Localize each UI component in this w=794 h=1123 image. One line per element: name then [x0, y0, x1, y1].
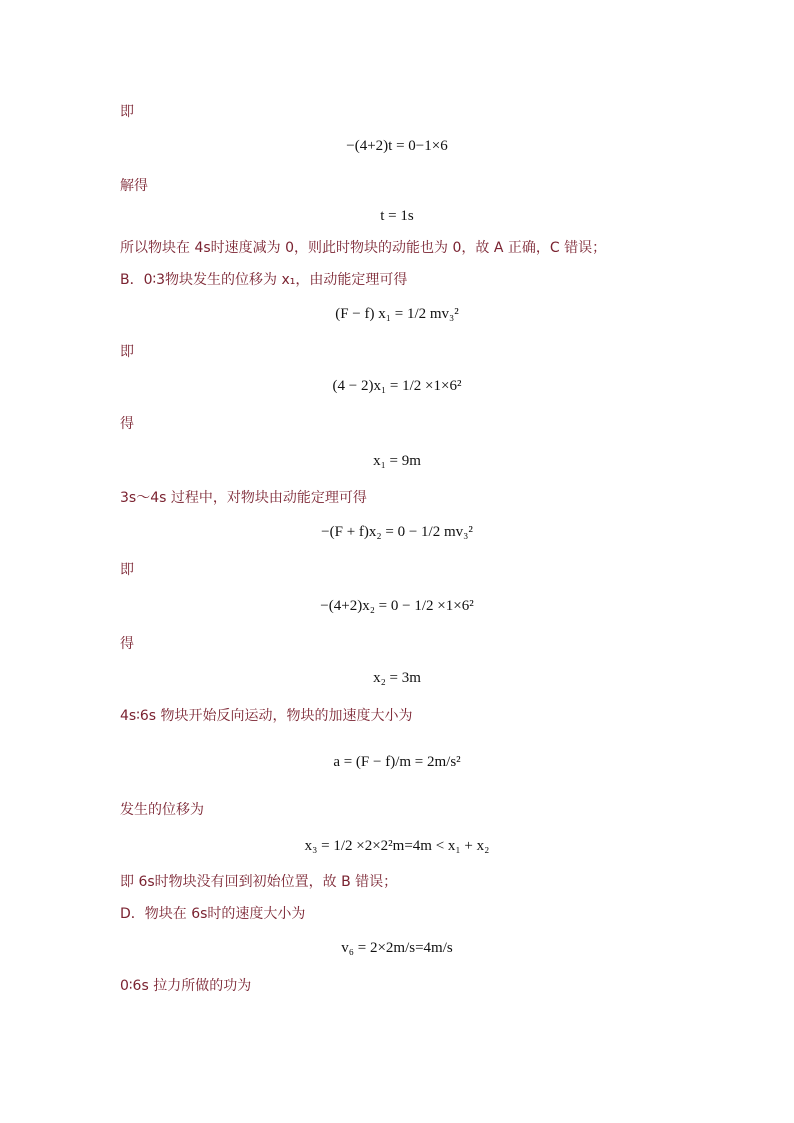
text-line: 所以物块在 4s时速度减为 0，则此时物块的动能也为 0，故 A 正确，C 错误；: [120, 240, 607, 256]
text-line: 4s∶6s 物块开始反向运动，物块的加速度大小为: [120, 708, 413, 724]
equation: x₃ = 1/2 ×2×2²m=4m < x₁ + x₂: [304, 838, 490, 854]
equation: (4 − 2)x₁ = 1/2 ×1×6²: [332, 378, 462, 394]
text-line: 0∶6s 拉力所做的功为: [120, 978, 252, 994]
equation: x₁ = 9m: [373, 453, 421, 469]
equation: −(4+2)x₂ = 0 − 1/2 ×1×6²: [320, 598, 474, 614]
equation: t = 1s: [380, 208, 414, 224]
equation: −(F + f)x₂ = 0 − 1/2 mv₃²: [321, 524, 473, 540]
text-line: 即: [120, 562, 134, 578]
text-line: B．0∶3物块发生的位移为 x₁，由动能定理可得: [120, 272, 408, 288]
text-line: 发生的位移为: [120, 802, 204, 818]
equation: v₆ = 2×2m/s=4m/s: [341, 940, 453, 956]
equation: a = (F − f)/m = 2m/s²: [333, 754, 461, 770]
text-line: D．物块在 6s时的速度大小为: [120, 906, 306, 922]
text-line: 3s～4s 过程中，对物块由动能定理可得: [120, 490, 367, 506]
equation: (F − f) x₁ = 1/2 mv₃²: [335, 306, 459, 322]
text-line: 得: [120, 416, 134, 432]
text-line: 得: [120, 636, 134, 652]
text-line: 即: [120, 104, 134, 120]
text-line: 解得: [120, 178, 148, 194]
equation: −(4+2)t = 0−1×6: [346, 138, 448, 154]
equation: x₂ = 3m: [373, 670, 421, 686]
text-line: 即 6s时物块没有回到初始位置，故 B 错误；: [120, 874, 398, 890]
text-line: 即: [120, 344, 134, 360]
